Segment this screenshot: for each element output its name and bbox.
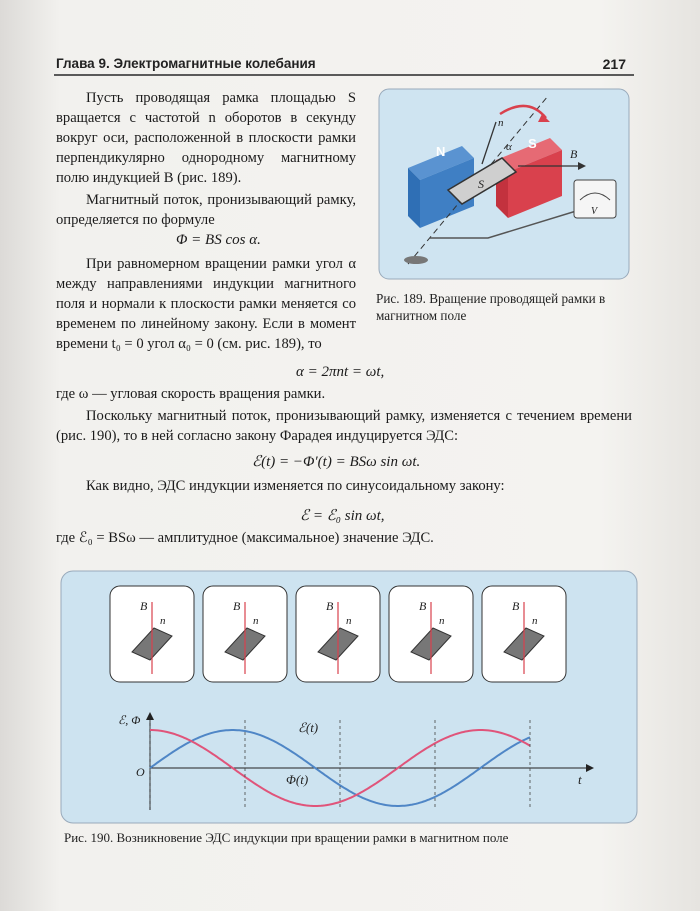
magnet-north-label: N	[436, 144, 446, 159]
voltmeter-icon	[574, 180, 616, 218]
paragraph-5: Поскольку магнитный поток, пронизывающий рамку, изменяется с течением времени (рис. 190), то в ней согласно закону Фарадея индуцируется ЭДС:	[56, 408, 632, 444]
panel-normal-label: n	[160, 615, 166, 627]
chapter-title: Глава 9. Электромагнитные колебания	[56, 56, 316, 71]
panel-normal-label: n	[439, 615, 445, 627]
panel-normal-label: n	[346, 615, 352, 627]
paragraph-6: Как видно, ЭДС индукции изменяется по синусоидальному закону:	[86, 478, 505, 494]
paragraph-3-start: При равномерном вращении рамки угол α между направлениями индукции магнитного поля и нормали к плоскости рамки меняется со временем по линейному закону. Если в момент времени t₀ = 0 угол α₀ = 0 (см. рис. 189), то	[56, 256, 356, 352]
panel-field-label: B	[140, 599, 148, 613]
panel-field-label: B	[233, 599, 241, 613]
panel-normal-label: n	[532, 615, 538, 627]
angle-label: α	[506, 141, 512, 153]
phase-panel	[110, 586, 194, 682]
graph-origin: O	[136, 765, 145, 779]
normal-label: n	[498, 117, 504, 129]
panel-field-label: B	[512, 599, 520, 613]
emf-curve-label: ℰ(t)	[298, 720, 319, 735]
axis-stand	[404, 256, 428, 264]
figure-190-caption: Рис. 190. Возникновение ЭДС индукции при вращении рамки в магнитном поле	[64, 830, 509, 845]
frame-area-label: S	[478, 177, 484, 191]
paragraph-2: Магнитный поток, пронизывающий рамку, определяется по формуле	[56, 192, 356, 228]
panel-field-label: B	[326, 599, 334, 613]
figure-189	[378, 88, 630, 280]
phase-panel	[296, 586, 380, 682]
figure-189-caption: Рис. 189. Вращение проводящей рамки в магнитном поле	[376, 291, 606, 323]
graph-ylabel: ℰ, Φ	[118, 713, 141, 727]
phase-panel	[482, 586, 566, 682]
formula-emf: ℰ = ℰ₀ sin ωt,	[300, 508, 385, 524]
formula-angle: α = 2πnt = ωt,	[296, 364, 385, 380]
formula-flux: Φ = BS cos α.	[176, 232, 261, 248]
page-number: 217	[602, 56, 626, 72]
field-label: B	[570, 147, 578, 161]
header-rule	[54, 74, 634, 76]
paragraph-4: где ω — угловая скорость вращения рамки.	[56, 386, 326, 402]
graph-xlabel: t	[578, 772, 582, 787]
flux-curve-label: Φ(t)	[286, 772, 309, 787]
formula-faraday: ℰ(t) = −Φ′(t) = BSω sin ωt.	[252, 454, 421, 470]
voltmeter-label: V	[591, 206, 598, 217]
panel-field-label: B	[419, 599, 427, 613]
phase-panel	[203, 586, 287, 682]
panel-normal-label: n	[253, 615, 259, 627]
figure-190	[60, 570, 638, 860]
rotation-phase-panels	[110, 586, 566, 682]
phase-panel	[389, 586, 473, 682]
paragraph-7: где ℰ₀ = BSω — амплитудное (максимальное) значение ЭДС.	[56, 530, 434, 546]
paragraph-1: Пусть проводящая рамка площадью S вращается с частотой n оборотов в секунду вокруг оси, расположенной в плоскости рамки перпендикулярно однородному магнитному полю индукцией B (рис. 189).	[56, 90, 356, 186]
magnet-south-label: S	[528, 136, 537, 151]
page-header	[54, 56, 634, 76]
